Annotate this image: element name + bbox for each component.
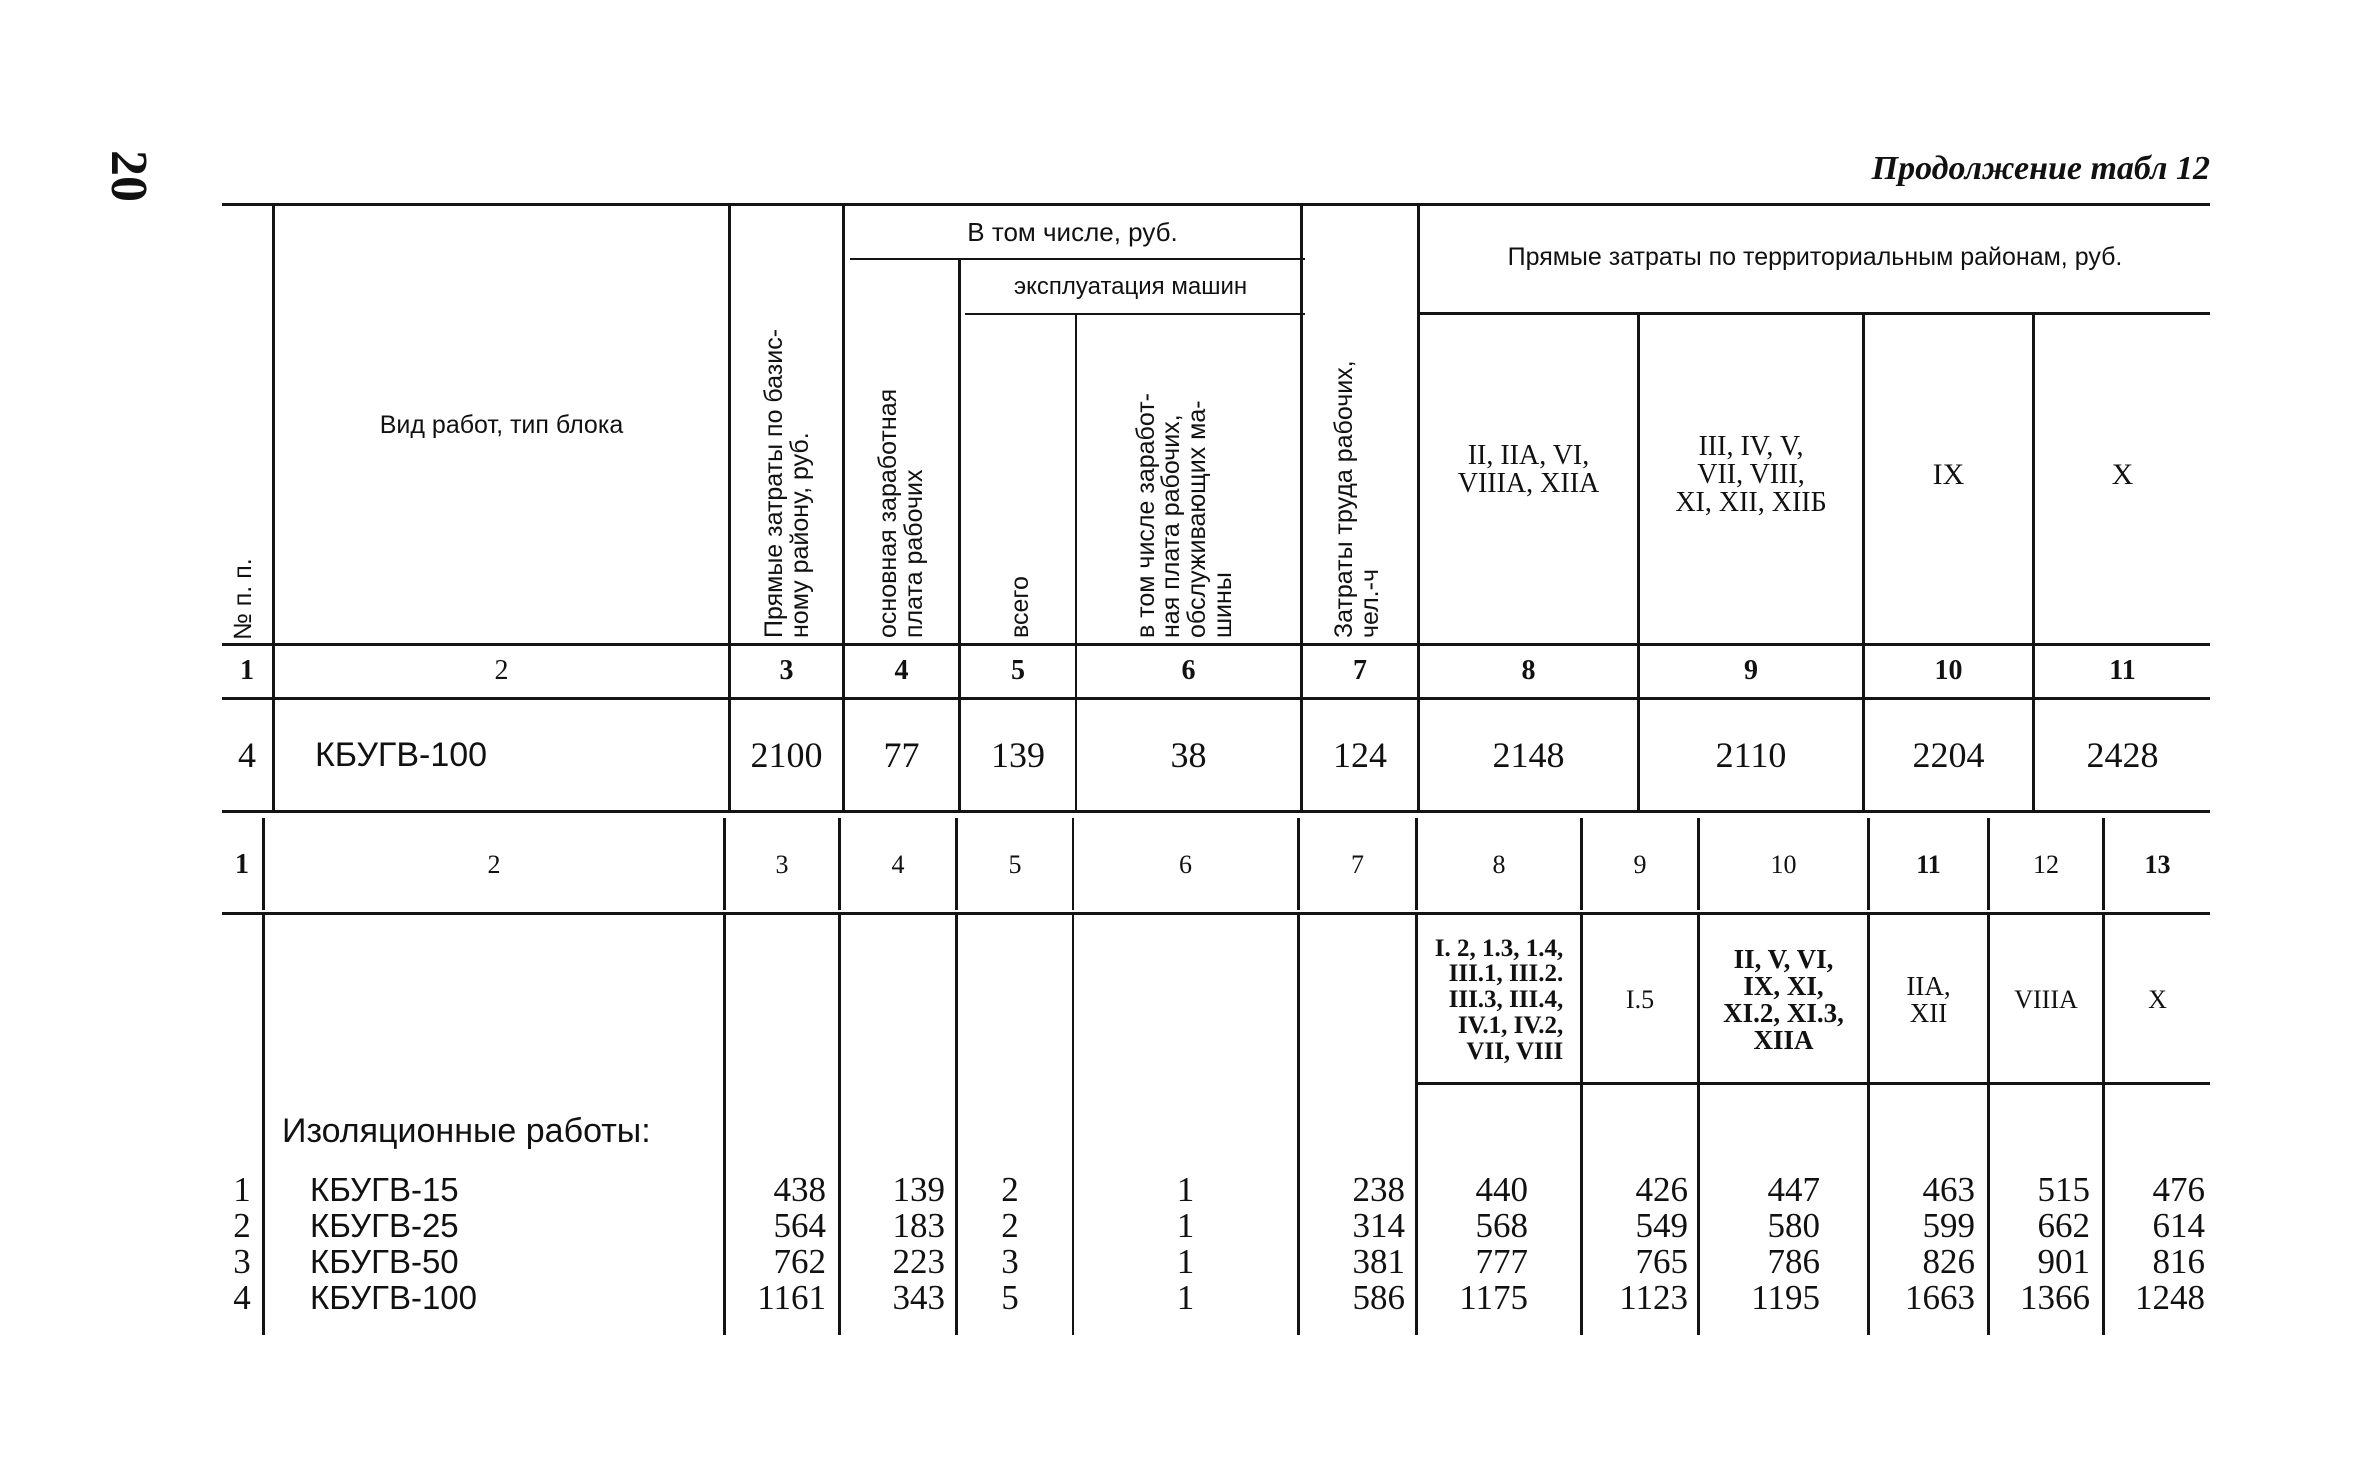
row-name: КБУГВ-25 <box>310 1207 459 1244</box>
col-num: 5 <box>1008 850 1022 879</box>
cell: 2428 <box>2086 735 2159 775</box>
row-no: 4 <box>233 1278 251 1317</box>
cell: 1663 <box>1905 1278 1975 1317</box>
cell: 3 <box>1001 1242 1019 1281</box>
row-no: 2 <box>233 1206 251 1245</box>
region-header: I. 2, 1.3, 1.4, III.1, III.2. III.3, III.4, IV.1, IV.2, VII, VIII <box>1434 934 1564 1065</box>
cell: 568 <box>1475 1206 1528 1245</box>
col-num: 4 <box>891 850 905 879</box>
cell: 183 <box>892 1206 945 1245</box>
col-num: 2 <box>494 655 509 686</box>
cell: 826 <box>1922 1242 1975 1281</box>
col-num: 6 <box>1181 655 1196 686</box>
cell: 515 <box>2037 1170 2090 1209</box>
col-num: 9 <box>1744 655 1758 686</box>
cell: 1161 <box>757 1278 826 1317</box>
cell: 2204 <box>1912 735 1985 775</box>
cell: 599 <box>1922 1206 1975 1245</box>
cell: 447 <box>1767 1170 1820 1209</box>
cell: 1366 <box>2020 1278 2090 1317</box>
cell: 762 <box>773 1242 826 1281</box>
col-num: 2 <box>487 850 501 879</box>
region-header: II, V, VI, IX, XI, XI.2, XI.3, XIIA <box>1723 944 1844 1055</box>
header-no: № п. п. <box>228 558 257 640</box>
cell: 124 <box>1333 735 1387 775</box>
col-num: 12 <box>2033 850 2059 879</box>
col-num: 1 <box>235 849 249 880</box>
header-labor: Затраты труда рабочих, чел.-ч <box>1330 360 1384 638</box>
cell: 2100 <box>750 735 823 775</box>
header-including: В том числе, руб. <box>967 217 1178 247</box>
col-num: 10 <box>1770 850 1797 879</box>
col-num: 3 <box>775 850 789 879</box>
col-num: 11 <box>1916 850 1941 879</box>
cell: 2110 <box>1715 735 1787 775</box>
cell: 440 <box>1475 1170 1528 1209</box>
cell: 614 <box>2152 1206 2205 1245</box>
cell: 2 <box>1001 1170 1019 1209</box>
header-direct-base: Прямые затраты по базис- ному району, руб. <box>760 328 814 638</box>
cell: 816 <box>2152 1242 2205 1281</box>
cell: 381 <box>1352 1242 1405 1281</box>
cell: 139 <box>892 1170 945 1209</box>
region-header: X <box>2148 985 2167 1014</box>
cell: 2 <box>1001 1206 1019 1245</box>
continuation-caption: Продолжение табл 12 <box>1871 150 2210 187</box>
cell: 5 <box>1001 1278 1019 1317</box>
cell: 1 <box>1176 1242 1195 1281</box>
row-no: 1 <box>233 1170 251 1209</box>
cell: 238 <box>1352 1170 1405 1209</box>
cell: 901 <box>2037 1242 2090 1281</box>
col-num: 7 <box>1351 850 1364 879</box>
cell: 476 <box>2152 1170 2205 1209</box>
col-num: 5 <box>1011 655 1025 686</box>
col-num: 10 <box>1934 655 1963 686</box>
col-num: 1 <box>240 655 254 686</box>
row-no: 4 <box>238 735 256 775</box>
cell: 580 <box>1767 1206 1820 1245</box>
cell: 38 <box>1170 735 1207 775</box>
cell: 343 <box>892 1278 945 1317</box>
cell: 1248 <box>2135 1278 2205 1317</box>
header-work-type: Вид работ, тип блока <box>379 410 624 439</box>
section-title: Изоляционные работы: <box>282 1112 651 1150</box>
cell: 765 <box>1635 1242 1688 1281</box>
header-territorial: Прямые затраты по территориальным районам, руб. <box>1507 243 2123 271</box>
col-num: 3 <box>779 655 794 686</box>
cell: 1 <box>1176 1170 1195 1209</box>
col-num: 7 <box>1353 655 1367 686</box>
col-num: 6 <box>1179 850 1192 879</box>
region-1: II, IIA, VI, VIIIA, XIIA <box>1457 440 1600 499</box>
cell: 1175 <box>1459 1278 1528 1317</box>
cell: 549 <box>1635 1206 1688 1245</box>
col-num: 8 <box>1492 850 1506 879</box>
cell: 426 <box>1635 1170 1688 1209</box>
cell: 1123 <box>1619 1278 1688 1317</box>
cell: 786 <box>1767 1242 1820 1281</box>
cell: 463 <box>1922 1170 1975 1209</box>
header-machines: эксплуатация машин <box>1013 273 1248 300</box>
cell: 77 <box>883 735 920 775</box>
cell: 662 <box>2037 1206 2090 1245</box>
header-wages: основная заработная плата рабочих <box>874 388 928 638</box>
col-num: 9 <box>1633 850 1647 879</box>
cell: 314 <box>1352 1206 1405 1245</box>
row-name: КБУГВ-100 <box>315 735 488 774</box>
header-machines-wages: в том числе заработ- ная плата рабочих, обслуживающих ма- шины <box>1131 393 1237 638</box>
row-no: 3 <box>233 1242 251 1281</box>
row-name: КБУГВ-50 <box>310 1243 459 1280</box>
cell: 564 <box>773 1206 826 1245</box>
cell: 1195 <box>1751 1278 1820 1317</box>
region-4: X <box>2111 458 2134 491</box>
region-header: I.5 <box>1625 985 1655 1014</box>
region-header: VIIIA <box>2014 985 2078 1014</box>
region-header: IIA, XII <box>1906 971 1951 1028</box>
col-num: 13 <box>2144 850 2171 879</box>
page-number: 20 <box>100 150 157 202</box>
col-num: 4 <box>894 655 909 686</box>
cell: 777 <box>1475 1242 1528 1281</box>
row-name: КБУГВ-15 <box>310 1171 459 1208</box>
cell: 438 <box>773 1170 826 1209</box>
region-3: IX <box>1932 458 1965 491</box>
cell: 223 <box>892 1242 945 1281</box>
row-name: КБУГВ-100 <box>310 1279 478 1316</box>
cell: 1 <box>1176 1278 1195 1317</box>
cell: 139 <box>991 735 1045 775</box>
cell: 2148 <box>1492 735 1565 775</box>
cell: 1 <box>1176 1206 1195 1245</box>
col-num: 8 <box>1521 655 1536 686</box>
col-num: 11 <box>2109 655 2136 686</box>
region-2: III, IV, V, VII, VIII, XI, XII, XIIБ <box>1675 431 1827 518</box>
header-machines-total: всего <box>1005 576 1034 638</box>
cell: 586 <box>1352 1278 1405 1317</box>
